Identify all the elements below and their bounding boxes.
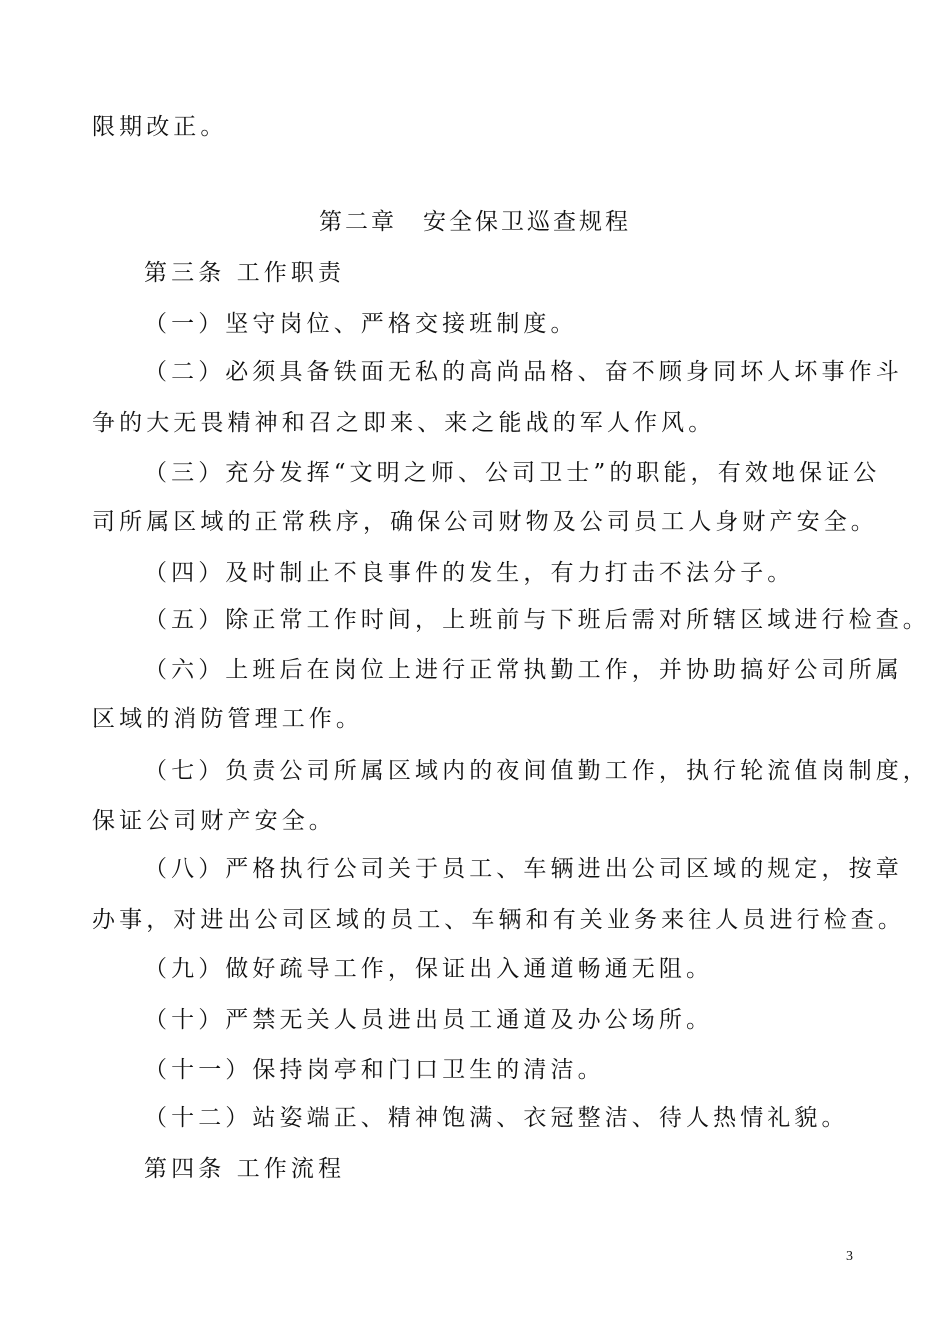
list-item: （十）严禁无关人员进出员工通道及办公场所。: [144, 1007, 714, 1033]
article-3-heading: 第三条 工作职责: [144, 260, 346, 286]
list-item: （三）充分发挥“文明之师、公司卫士”的职能，有效地保证公: [144, 460, 881, 486]
list-item: （二）必须具备铁面无私的高尚品格、奋不顾身同坏人坏事作斗: [144, 359, 903, 385]
list-item-continuation: 区域的消防管理工作。: [92, 706, 363, 732]
list-item-continuation: 办事，对进出公司区域的员工、车辆和有关业务来往人员进行检查。: [92, 907, 905, 933]
list-item-continuation: 保证公司财产安全。: [92, 808, 336, 834]
list-item: （一）坚守岗位、严格交接班制度。: [144, 311, 578, 337]
continuation-text: 限期改正。: [92, 114, 228, 140]
list-item: （四）及时制止不良事件的发生，有力打击不法分子。: [144, 560, 795, 586]
list-item: （八）严格执行公司关于员工、车辆进出公司区域的规定，按章: [144, 856, 903, 882]
list-item-continuation: 司所属区域的正常秩序，确保公司财物及公司员工人身财产安全。: [92, 509, 878, 535]
list-item-continuation: 争的大无畏精神和召之即来、来之能战的军人作风。: [92, 410, 716, 436]
list-item: （十一）保持岗亭和门口卫生的清洁。: [144, 1057, 605, 1083]
list-item: （七）负责公司所属区域内的夜间值勤工作，执行轮流值岗制度，: [144, 758, 930, 784]
page-number: 3: [846, 1249, 853, 1264]
article-4-heading: 第四条 工作流程: [144, 1156, 346, 1182]
list-item: （五）除正常工作时间，上班前与下班后需对所辖区域进行检查。: [144, 607, 930, 633]
chapter-title: 第二章 安全保卫巡查规程: [319, 209, 631, 235]
list-item: （九）做好疏导工作，保证出入通道畅通无阻。: [144, 956, 714, 982]
list-item: （十二）站姿端正、精神饱满、衣冠整洁、待人热情礼貌。: [144, 1105, 849, 1131]
list-item: （六）上班后在岗位上进行正常执勤工作，并协助搞好公司所属: [144, 657, 903, 683]
